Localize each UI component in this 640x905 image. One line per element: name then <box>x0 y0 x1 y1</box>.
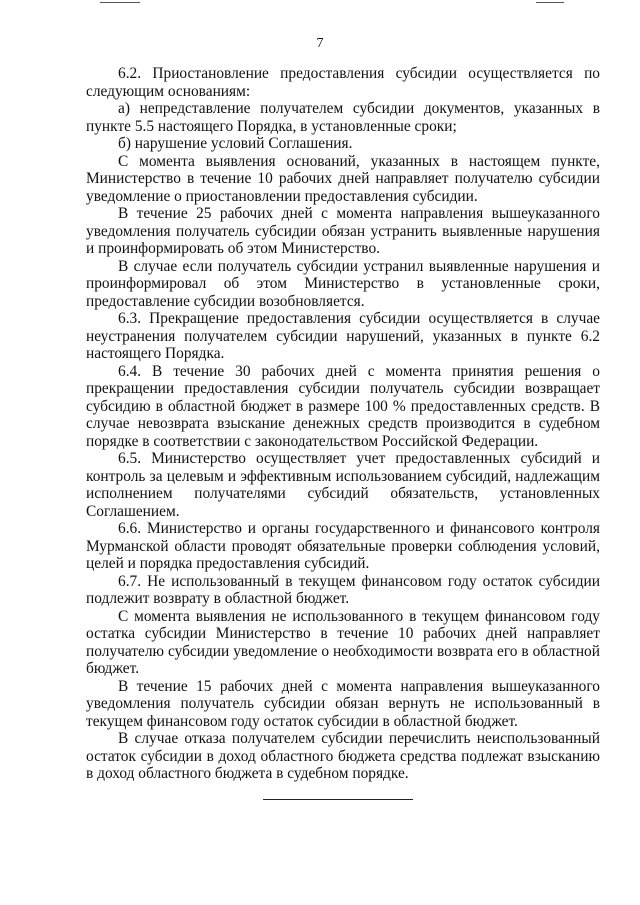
paragraph-6-3: 6.3. Прекращение предоставления субсидии осуществляется в случае неустранения получателем субсидии нарушений, указанных в пункте 6.2 настоящего Порядка. <box>86 310 600 362</box>
paragraph-6-7: 6.7. Не использованный в текущем финансовом году остаток субсидии подлежит возврату в областной бюджет. <box>86 572 600 607</box>
header-rule-right <box>536 2 564 3</box>
document-body <box>86 65 600 783</box>
paragraph-6-2: 6.2. Приостановление предоставления субсидии осуществляется по следующим основаниям: <box>86 65 600 100</box>
paragraph-violation-fix: В течение 25 рабочих дней с момента направления вышеуказанного уведомления получатель субсидии обязан устранить выявленные нарушения и проинформировать об этом Министерство. <box>86 205 600 257</box>
paragraph-return-deadline: В течение 15 рабочих дней с момента направления вышеуказанного уведомления получатель субсидии обязан вернуть не использованный в текущем финансовом году остаток субсидии в областной бюджет. <box>86 677 600 730</box>
closing-rule <box>263 799 413 800</box>
page-number: 7 <box>316 36 324 51</box>
paragraph-resumption: В случае если получатель субсидии устранил выявленные нарушения и проинформировал об этом Министерство в установленные сроки, предоставление субсидии возобновляется. <box>86 257 600 310</box>
paragraph-return-notice: С момента выявления не использованного в текущем финансовом году остатка субсидии Министерство в течение 10 рабочих дней направляет получателю субсидии уведомление о необходимости возврата его в областной бюджет. <box>86 607 600 677</box>
paragraph-6-4: 6.4. В течение 30 рабочих дней с момента принятия решения о прекращении предоставления субсидии получатель субсидии возвращает субсидию в областной бюджет в размере 100 % предоставленных средств. В случае невозврата взыскание денежных средств производится в судебном порядке в соответствии с законодательством Российской Федерации. <box>86 362 600 450</box>
paragraph-6-2-b: б) нарушение условий Соглашения. <box>118 135 353 152</box>
header-rule-left <box>100 2 140 3</box>
paragraph-refusal: В случае отказа получателем субсидии перечислить неиспользованный остаток субсидии в доход областного бюджета средства подлежат взысканию в доход областного бюджета в судебном порядке. <box>86 730 600 782</box>
paragraph-6-5: 6.5. Министерство осуществляет учет предоставленных субсидий и контроль за целевым и эффективным использованием субсидий, надлежащим исполнением получателями субсидий обязательств, установленных Соглашением. <box>86 450 600 520</box>
paragraph-suspension-notice: С момента выявления оснований, указанных в настоящем пункте, Министерство в течение 10 рабочих дней направляет получателю субсидии уведомление о приостановлении предоставления субсидии. <box>86 152 600 205</box>
paragraph-6-2-a: а) непредставление получателем субсидии документов, указанных в пункте 5.5 настоящего Порядка, в установленные сроки; <box>86 100 600 135</box>
paragraph-6-6: 6.6. Министерство и органы государственного и финансового контроля Мурманской области проводят обязательные проверки соблюдения условий, целей и порядка предоставления субсидий. <box>86 520 600 572</box>
